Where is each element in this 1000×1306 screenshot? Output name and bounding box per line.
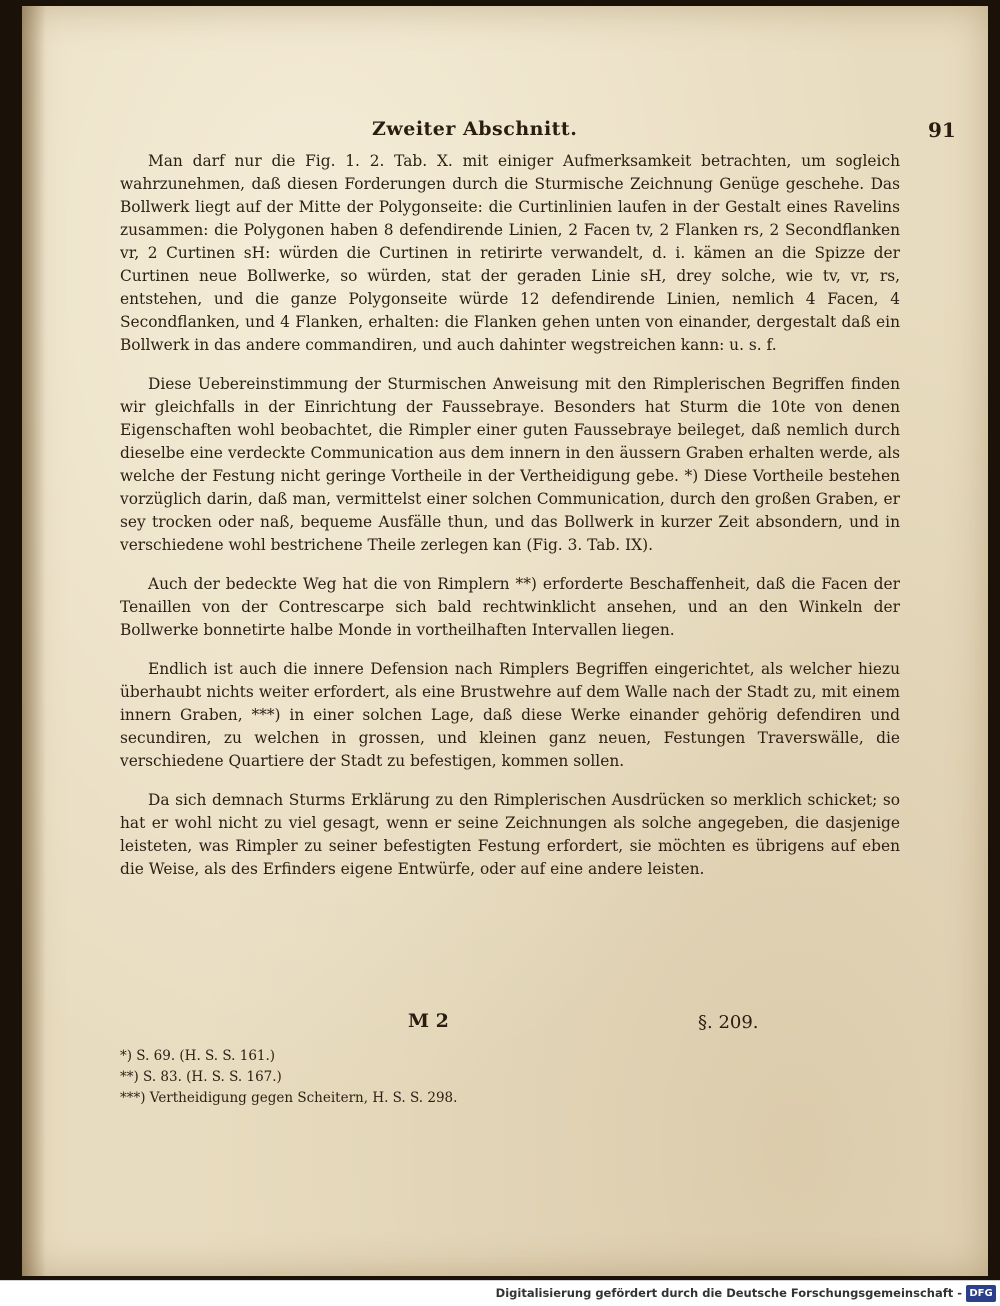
footer-credit: Digitalisierung gefördert durch die Deutsche Forschungsgemeinschaft -: [495, 1286, 962, 1300]
footnotes: [120, 1046, 880, 1109]
dfg-logo-icon[interactable]: DFG: [966, 1285, 996, 1302]
body-text: [120, 150, 900, 897]
paragraph-4: Endlich ist auch die innere Defension nach Rimplers Begriffen eingerichtet, als welcher hiezu überhaubt nichts weiter erfordert, als eine Brustwehre auf dem Walle nach der Stadt zu, mit einem innern Graben, ***) in einer solchen Lage, daß diese Werke einander gehörig defendiren und secundiren, zu welchen in grossen, und kleinen ganz neuen, Festungen Traverswälle, die verschiedene Quartiere der Stadt zu befestigen, kommen sollen.: [120, 660, 900, 770]
paragraph-3: Auch der bedeckte Weg hat die von Rimplern **) erforderte Beschaffenheit, daß die Facen der Tenaillen von der Contrescarpe sich bald rechtwinklicht ansehen, und an den Winkeln der Bollwerke bonnetirte halbe Monde in vortheilhaften Intervallen liegen.: [120, 575, 900, 639]
catchword: §. 209.: [698, 1012, 759, 1033]
paragraph-5: Da sich demnach Sturms Erklärung zu den Rimplerischen Ausdrücken so merklich schicket; so hat er wohl nicht zu viel gesagt, wenn er seine Zeichnungen als solche angegeben, die dasjenige leisteten, was Rimpler zu seiner befestigten Festung erfordert, sie möchten es übrigens auf eben die Weise, als des Erfinders eigene Entwürfe, oder auf eine andere leisten.: [120, 791, 900, 878]
footnote-1: *) S. 69. (H. S. S. 161.): [120, 1048, 276, 1064]
footnote-2: **) S. 83. (H. S. S. 167.): [120, 1069, 282, 1085]
paragraph-1: Man darf nur die Fig. 1. 2. Tab. X. mit einiger Aufmerksamkeit betrachten, um sogleich wahrzunehmen, daß diesen Forderungen durch die Sturmische Zeichnung Genüge geschehe. Das Bollwerk liegt auf der Mitte der Polygonseite: die Curtinlinien laufen in der Gestalt eines Ravelins zusammen: die Polygonen haben 8 defendirende Linien, 2 Facen tv, 2 Flanken rs, 2 Secondflanken vr, 2 Curtinen sH: würden die Curtinen in retirirte verwandelt, d. i. kämen an die Spizze der Curtinen neue Bollwerke, so würden, stat der geraden Linie sH, drey solche, wie tv, vr, rs, entstehen, und die ganze Polygonseite würde 12 defendirende Linien, nemlich 4 Facen, 4 Secondflanken, und 4 Flanken, erhalten: die Flanken gehen unten von einander, dergestalt daß ein Bollwerk in das andere commandiren, und auch dahinter wegstreichen kann: u. s. f.: [120, 152, 900, 354]
page-number: 91: [928, 118, 956, 142]
digitization-footer: [0, 1280, 1000, 1306]
paragraph-2: Diese Uebereinstimmung der Sturmischen Anweisung mit den Rimplerischen Begriffen finden wir gleichfalls in der Einrichtung der Faussebraye. Besonders hat Sturm die 10te von denen Eigenschaften wohl beobachtet, die Rimpler einer guten Faussebraye beileget, daß nemlich durch dieselbe eine verdeckte Communication aus dem innern in den äussern Graben erhalten werde, als welche der Festung nicht geringe Vortheile in der Vertheidigung gebe. *) Diese Vortheile bestehen vorzüglich darin, daß man, vermittelst einer solchen Communication, durch den großen Graben, er sey trocken oder naß, bequeme Ausfälle thun, und das Bollwerk in kurzer Zeit absondern, und in verschiedene wohl bestrichene Theile zerlegen kan (Fig. 3. Tab. IX).: [120, 375, 900, 554]
footnote-3: ***) Vertheidigung gegen Scheitern, H. S. S. 298.: [120, 1090, 458, 1106]
signature-mark: M 2: [408, 1010, 449, 1032]
running-head: Zweiter Abschnitt.: [372, 118, 578, 140]
